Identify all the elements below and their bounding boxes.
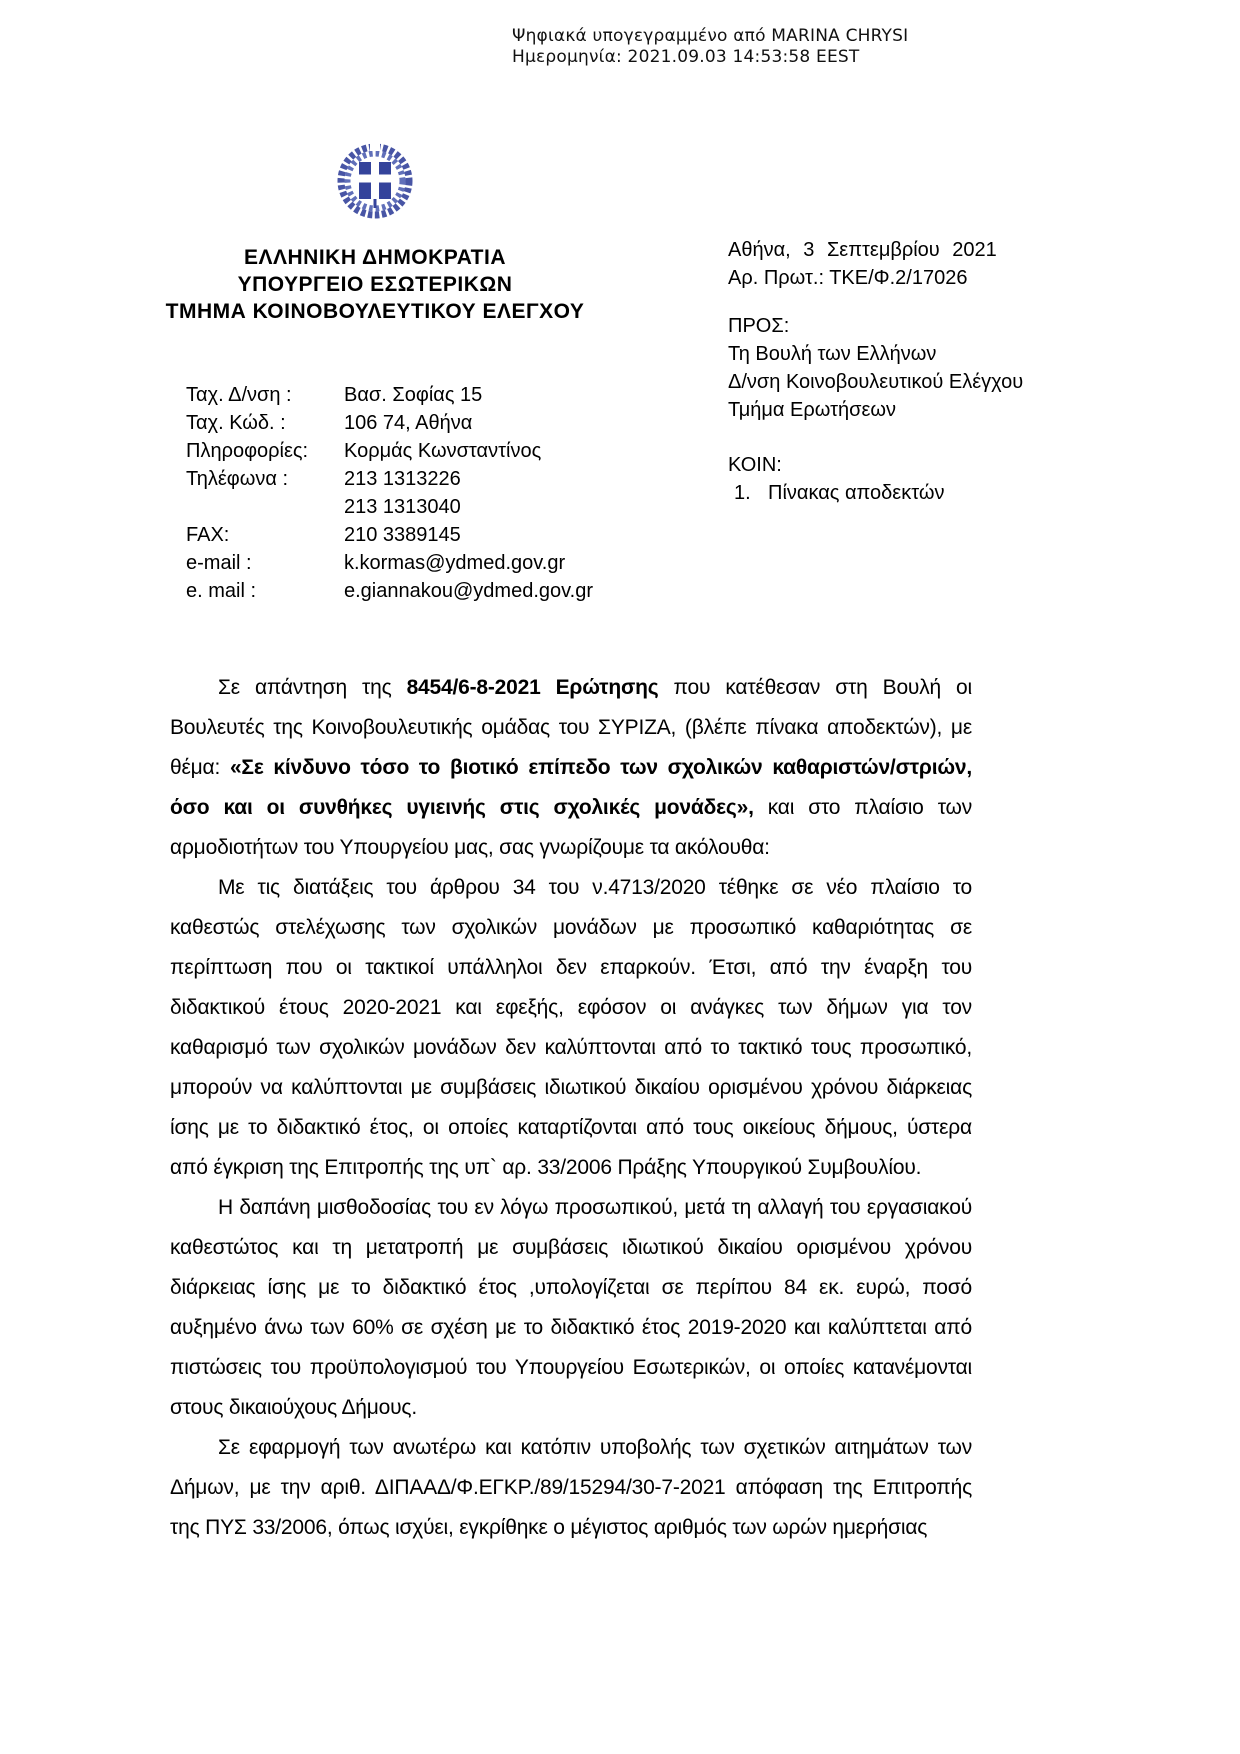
body-text: Η δαπάνη μισθοδοσίας του εν λόγω προσωπικού, μετά τη αλλαγή του εργασιακού καθεστώτος και τη μετατροπή με συμβάσεις ιδιωτικού δικαίου ορισμένου χρόνου διάρκειας ίσης με το διδακτικό έτος ,υπολογίζεται σε περίπου 84 εκ. ευρώ, ποσό αυξημένο άνω των 60% σε σχέση με το διδακτικό έτος 2019-2020 και καλύπτεται από πιστώσεις του προϋπολογισμού του Υπουργείου Εσωτερικών, οι οποίες κατανέμονται στους δικαιούχους Δήμους.: [170, 1196, 972, 1419]
protocol-number: Αρ. Πρωτ.: ΤΚΕ/Φ.2/17026: [728, 267, 968, 289]
ministry-title: ΥΠΟΥΡΓΕΙΟ ΕΣΩΤΕΡΙΚΩΝ: [237, 273, 513, 296]
contact-label: FAX:: [186, 524, 230, 546]
republic-title: ΕΛΛΗΝΙΚΗ ΔΗΜΟΚΡΑΤΙΑ: [243, 246, 507, 269]
contact-value: 106 74, Αθήνα: [344, 412, 473, 434]
digital-signature-block: [512, 26, 908, 68]
date-line: Αθήνα, 3 Σεπτεμβρίου 2021: [728, 239, 997, 261]
contact-label: Ταχ. Κώδ. :: [186, 412, 286, 434]
paragraph-answer-intro: [170, 668, 972, 868]
question-reference: 8454/6-8-2021 Ερώτησης: [406, 676, 659, 699]
to-label: ΠΡΟΣ:: [728, 315, 790, 337]
cc-item-number: 1.: [734, 482, 751, 504]
letterhead: [155, 136, 595, 325]
contact-block: [186, 381, 593, 605]
cc-item-text: Πίνακας αποδεκτών: [768, 482, 945, 504]
letter-body: [170, 668, 972, 1548]
contact-row-email-1: [186, 549, 593, 577]
contact-row-phone-2: [186, 493, 593, 521]
contact-label: e-mail :: [186, 552, 252, 574]
body-text: Σε εφαρμογή των ανωτέρω και κατόπιν υποβολής των σχετικών αιτημάτων των Δήμων, με την αριθ. ΔΙΠΑΑΔ/Φ.ΕΓΚΡ./89/15294/30-7-2021 απόφαση της Επιτροπής της ΠΥΣ 33/2006, όπως ισχύει, εγκρίθηκε ο μέγιστος αριθμός των ωρών ημερήσιας: [170, 1436, 972, 1539]
to-line-directorate: Δ/νση Κοινοβουλευτικού Ελέγχου: [728, 371, 1024, 393]
question-subject: «Σε κίνδυνο τόσο το βιοτικό επίπεδο των σχολικών καθαριστών/στριών, όσο και οι συνθήκες υγιεινής στις σχολικές μονάδες»,: [170, 756, 972, 819]
paragraph-law-provisions: [170, 868, 972, 1188]
paragraph-payroll-cost: [170, 1188, 972, 1428]
contact-value: Κορμάς Κωνσταντίνος: [344, 440, 542, 462]
contact-label: [186, 493, 344, 521]
department-title: ΤΜΗΜΑ ΚΟΙΝΟΒΟΥΛΕΥΤΙΚΟΥ ΕΛΕΓΧΟΥ: [165, 300, 585, 323]
contact-label: e. mail :: [186, 580, 257, 602]
digital-signature-line2: Ημερομηνία: 2021.09.03 14:53:58 EEST: [512, 47, 860, 67]
contact-row-phone-1: [186, 465, 593, 493]
contact-value: k.kormas@ydmed.gov.gr: [344, 552, 566, 574]
body-text: που κατέθεσαν στη Βουλή οι Βουλευτές της Κοινοβουλευτικής ομάδας του ΣΥΡΙΖΑ, (βλέπε πίνακα αποδεκτών), με θέμα:: [170, 676, 972, 779]
paragraph-implementation: [170, 1428, 972, 1548]
body-text: Σε απάντηση της: [218, 676, 407, 699]
contact-label: Ταχ. Δ/νση :: [186, 384, 292, 406]
contact-value: Βασ. Σοφίας 15: [344, 384, 483, 406]
contact-label: Τηλέφωνα :: [186, 468, 289, 490]
recipient-block: [728, 236, 1148, 507]
to-line-parliament: Τη Βουλή των Ελλήνων: [728, 343, 937, 365]
cc-label: ΚΟΙΝ:: [728, 454, 782, 476]
contact-row-postcode: [186, 409, 593, 437]
contact-row-email-2: [186, 577, 593, 605]
contact-value: 213 1313040: [344, 496, 461, 518]
body-text: Με τις διατάξεις του άρθρου 34 του ν.4713/2020 τέθηκε σε νέο πλαίσιο το καθεστώς στελέχωσης των σχολικών μονάδων με προσωπικό καθαριότητας σε περίπτωση που οι τακτικοί υπάλληλοι δεν επαρκούν. Έτσι, από την έναρξη του διδακτικού έτους 2020-2021 και εφεξής, εφόσον οι ανάγκες των δήμων για τον καθαρισμό των σχολικών μονάδων δεν καλύπτονται από το τακτικό τους προσωπικό, μπορούν να καλύπτονται με συμβάσεις ιδιωτικού δικαίου ορισμένου χρόνου διάρκειας ίσης με το διδακτικό έτος, οι οποίες καταρτίζονται από τους οικείους δήμους, ύστερα από έγκριση της Επιτροπής της υπ` αρ. 33/2006 Πράξης Υπουργικού Συμβουλίου.: [170, 876, 972, 1179]
contact-row-info: [186, 437, 593, 465]
contact-row-fax: [186, 521, 593, 549]
contact-value: e.giannakou@ydmed.gov.gr: [344, 580, 593, 602]
contact-value: 213 1313226: [344, 468, 461, 490]
contact-row-address: [186, 381, 593, 409]
contact-value: 210 3389145: [344, 524, 461, 546]
contact-label: Πληροφορίες:: [186, 440, 309, 462]
greek-coat-of-arms-icon: [332, 136, 418, 234]
cc-item: [728, 479, 1148, 507]
to-line-section: Τμήμα Ερωτήσεων: [728, 399, 896, 421]
digital-signature-line1: Ψηφιακά υπογεγραμμένο από MARINA CHRYSI: [512, 26, 909, 46]
body-text: και στο πλαίσιο των αρμοδιοτήτων του Υπουργείου μας, σας γνωρίζουμε τα ακόλουθα:: [170, 796, 972, 859]
